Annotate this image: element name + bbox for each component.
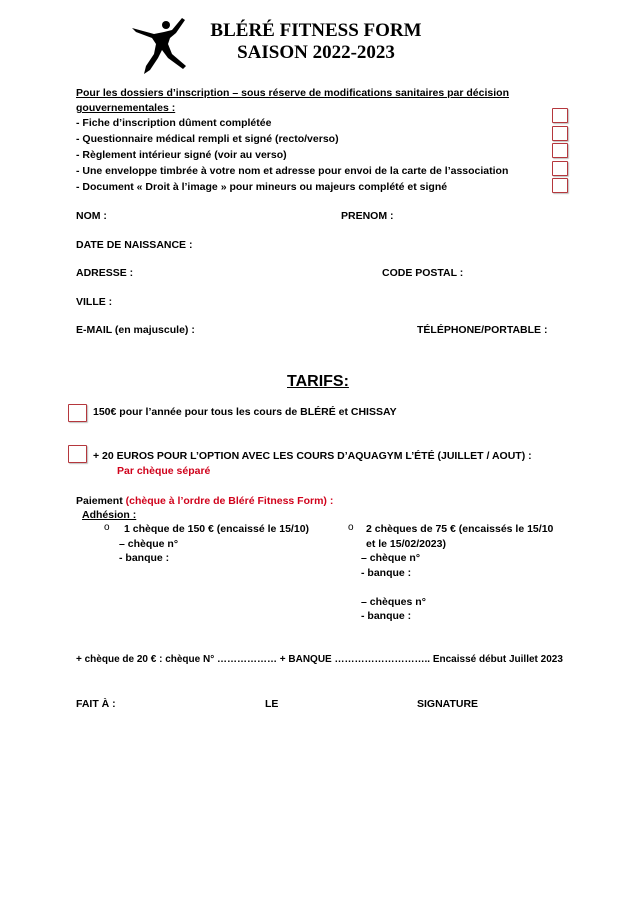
checkbox-tarif-150[interactable]: [68, 404, 87, 422]
tarif-note-separate-cheque: Par chèque séparé: [117, 465, 211, 477]
field-code-postal: CODE POSTAL :: [382, 267, 464, 279]
checkbox-tarif-aquagym[interactable]: [68, 445, 87, 463]
tarif-option-150: 150€ pour l’année pour tous les cours de BLÉRÉ et CHISSAY: [93, 406, 397, 418]
checkbox-enveloppe[interactable]: [552, 161, 568, 176]
field-date-naissance: DATE DE NAISSANCE :: [76, 239, 193, 251]
checkbox-fiche[interactable]: [552, 108, 568, 123]
paiement-label: [76, 494, 333, 508]
requirement-item: - Questionnaire médical rempli et signé (recto/verso): [76, 133, 339, 145]
page-title: [196, 20, 436, 64]
payment-right-line4: - banque :: [361, 567, 412, 579]
title-line-1: BLÉRÉ FITNESS FORM: [210, 20, 422, 41]
fait-a-label: FAIT À :: [76, 698, 116, 710]
checkbox-droit-image[interactable]: [552, 178, 568, 193]
signature-label: SIGNATURE: [417, 698, 479, 710]
checkbox-reglement[interactable]: [552, 143, 568, 158]
payment-right-line5: – chèques n°: [361, 596, 426, 608]
tarifs-heading: TARIFS:: [287, 373, 349, 390]
payment-left-line2: – chèque n°: [119, 538, 179, 550]
requirement-item: - Une enveloppe timbrée à votre nom et adresse pour envoi de la carte de l’association: [76, 165, 509, 177]
supplement-cheque-line: + chèque de 20 € : chèque N° ……………… + BANQUE ……………………….. Encaissé début Juillet 2023: [76, 654, 563, 665]
field-telephone: TÉLÉPHONE/PORTABLE :: [417, 324, 548, 336]
payment-left-line1: 1 chèque de 150 € (encaissé le 15/10): [124, 523, 310, 535]
paiement-label-text: Paiement: [76, 495, 126, 507]
requirement-item: - Règlement intérieur signé (voir au verso): [76, 149, 287, 161]
field-adresse: ADRESSE :: [76, 267, 134, 279]
requirement-item: - Fiche d’inscription dûment complétée: [76, 117, 272, 129]
payment-left-line3: - banque :: [119, 552, 170, 564]
option-bullet: o: [348, 522, 354, 533]
field-prenom: PRENOM :: [341, 210, 394, 222]
le-label: LE: [265, 698, 279, 710]
payment-right-line6: - banque :: [361, 610, 412, 622]
payment-right-line1: 2 chèques de 75 € (encaissés le 15/10: [366, 523, 554, 535]
paiement-order-note: (chèque à l’ordre de Bléré Fitness Form) :: [125, 495, 334, 507]
option-bullet: o: [104, 522, 110, 533]
requirement-item: - Document « Droit à l’image » pour mineurs ou majeurs complété et signé: [76, 181, 448, 193]
requirements-intro-1: Pour les dossiers d’inscription – sous réserve de modifications sanitaires par décision: [76, 87, 509, 99]
field-ville: VILLE :: [76, 296, 113, 308]
dancer-logo: [128, 14, 198, 76]
checkbox-questionnaire[interactable]: [552, 126, 568, 141]
title-line-2: SAISON 2022-2023: [237, 42, 395, 63]
tarif-option-aquagym: + 20 EUROS POUR L’OPTION AVEC LES COURS D’AQUAGYM L’ÉTÉ (JUILLET / AOUT) :: [93, 450, 532, 462]
payment-right-line2: et le 15/02/2023): [366, 538, 446, 550]
field-nom: NOM :: [76, 210, 107, 222]
payment-right-line3: – chèque n°: [361, 552, 421, 564]
adhesion-label: Adhésion :: [82, 509, 137, 521]
requirements-intro-2: gouvernementales :: [76, 102, 176, 114]
field-email: E-MAIL (en majuscule) :: [76, 324, 195, 336]
